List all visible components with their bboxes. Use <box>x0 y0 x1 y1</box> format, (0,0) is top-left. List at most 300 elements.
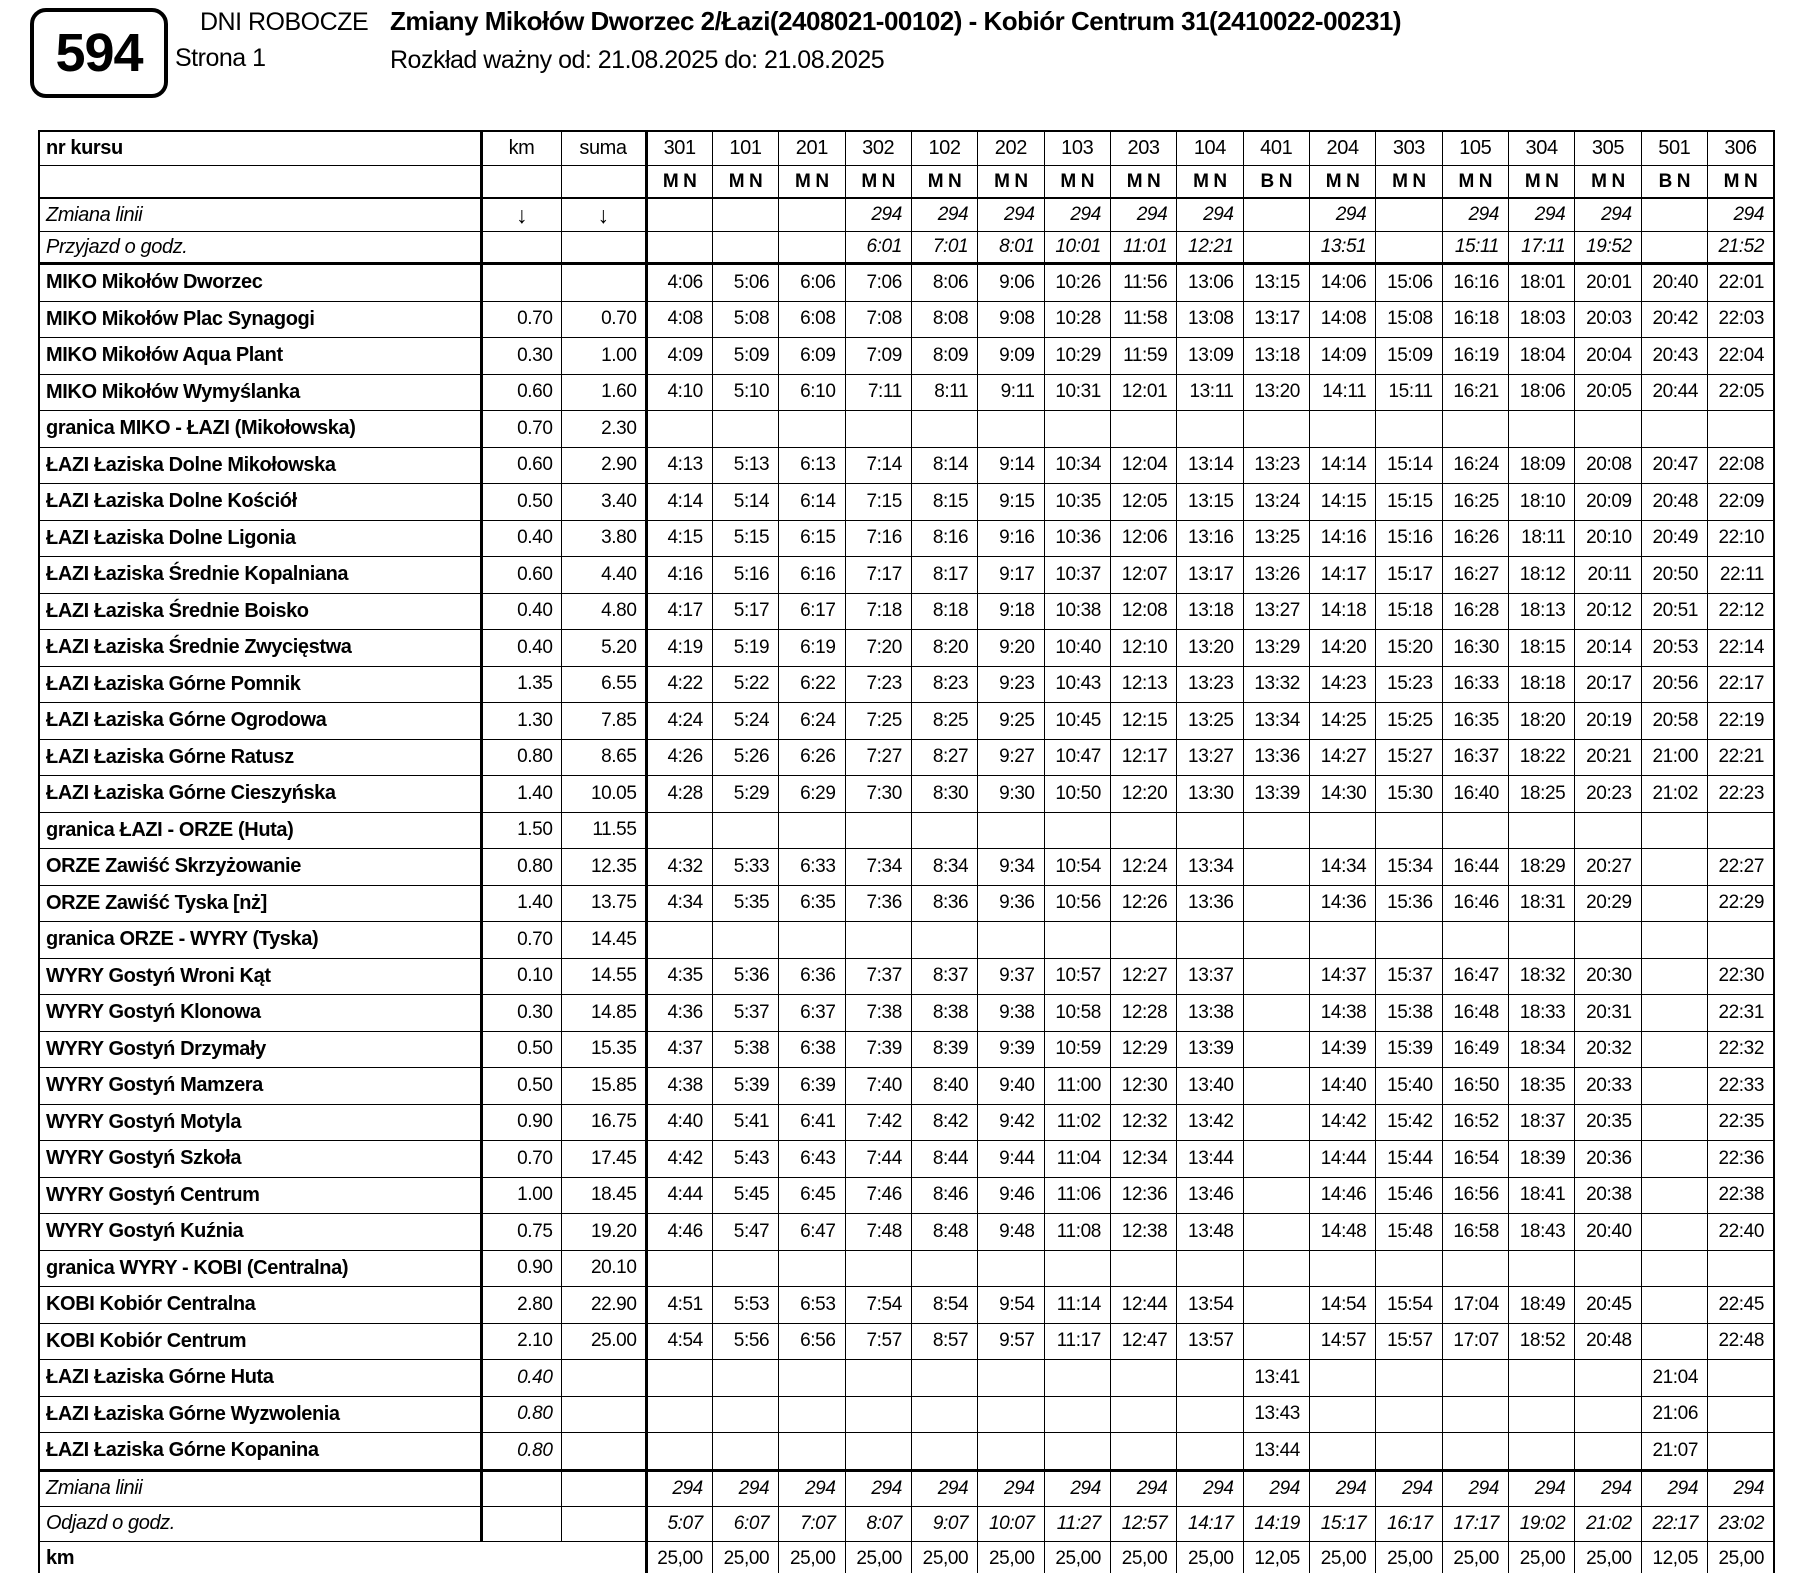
departure-time-cell: 14:16 <box>1309 520 1375 557</box>
departure-time-cell: 15:23 <box>1376 666 1442 703</box>
departure-time-cell: 22:10 <box>1708 520 1775 557</box>
departure-time-cell: 6:39 <box>779 1068 845 1105</box>
course-number-header: 201 <box>779 131 845 166</box>
departure-time-cell: 18:35 <box>1508 1068 1574 1105</box>
departure-time-cell: 22:17 <box>1708 666 1775 703</box>
departure-time-cell: 20:56 <box>1641 666 1707 703</box>
departure-time-cell: 15:17 <box>1376 557 1442 594</box>
course-type-cell: M N <box>1110 166 1176 199</box>
footer-zmiana-label: Zmiana linii <box>39 1470 481 1506</box>
departure-time-cell <box>712 1396 778 1433</box>
stop-suma-cell: 2.90 <box>561 447 646 484</box>
departure-time-cell: 16:19 <box>1442 338 1508 375</box>
departure-time-cell: 14:36 <box>1309 885 1375 922</box>
stop-suma-cell: 3.80 <box>561 520 646 557</box>
footer-zmiana-value: 294 <box>911 1470 977 1506</box>
departure-time-cell: 7:18 <box>845 593 911 630</box>
stop-suma-cell: 22.90 <box>561 1287 646 1324</box>
stop-name: WYRY Gostyń Motyla <box>39 1104 481 1141</box>
departure-time-cell: 6:37 <box>779 995 845 1032</box>
departure-time-cell: 7:30 <box>845 776 911 813</box>
course-type-cell: M N <box>1376 166 1442 199</box>
departure-time-cell: 5:56 <box>712 1323 778 1360</box>
departure-time-cell: 20:23 <box>1575 776 1641 813</box>
footer-km-value: 12,05 <box>1641 1541 1707 1573</box>
departure-time-cell: 12:32 <box>1110 1104 1176 1141</box>
departure-time-cell <box>845 1396 911 1433</box>
departure-time-cell: 12:20 <box>1110 776 1176 813</box>
departure-time-cell: 8:57 <box>911 1323 977 1360</box>
departure-time-cell: 4:06 <box>646 264 712 302</box>
stop-suma-cell: 16.75 <box>561 1104 646 1141</box>
departure-time-cell <box>845 1360 911 1397</box>
stop-suma-cell: 8.65 <box>561 739 646 776</box>
departure-time-cell <box>1243 812 1309 849</box>
stop-row <box>39 557 1774 594</box>
departure-time-cell: 21:07 <box>1641 1433 1707 1471</box>
stop-suma-cell: 15.35 <box>561 1031 646 1068</box>
departure-time-cell <box>779 1360 845 1397</box>
departure-time-cell: 14:08 <box>1309 301 1375 338</box>
course-type-cell: B N <box>1243 166 1309 199</box>
stop-suma-cell: 14.85 <box>561 995 646 1032</box>
departure-time-cell: 4:10 <box>646 374 712 411</box>
przyjazd-time-cell: 13:51 <box>1309 232 1375 264</box>
departure-time-cell <box>1442 1360 1508 1397</box>
departure-time-cell <box>1243 1323 1309 1360</box>
departure-time-cell: 9:17 <box>978 557 1044 594</box>
departure-time-cell: 10:58 <box>1044 995 1110 1032</box>
departure-time-cell <box>1177 1433 1243 1471</box>
departure-time-cell: 14:54 <box>1309 1287 1375 1324</box>
course-type-cell: M N <box>1309 166 1375 199</box>
stop-km-cell: 1.35 <box>481 666 561 703</box>
departure-time-cell: 4:37 <box>646 1031 712 1068</box>
departure-time-cell: 18:12 <box>1508 557 1574 594</box>
przyjazd-time-cell <box>1376 232 1442 264</box>
departure-time-cell <box>1044 1360 1110 1397</box>
departure-time-cell: 9:23 <box>978 666 1044 703</box>
course-type-cell: M N <box>1708 166 1775 199</box>
departure-time-cell: 15:06 <box>1376 264 1442 302</box>
departure-time-cell: 22:08 <box>1708 447 1775 484</box>
stop-km-cell: 0.40 <box>481 630 561 667</box>
departure-time-cell: 15:36 <box>1376 885 1442 922</box>
departure-time-cell: 15:09 <box>1376 338 1442 375</box>
departure-time-cell <box>911 1433 977 1471</box>
departure-time-cell: 8:16 <box>911 520 977 557</box>
course-number-header: 301 <box>646 131 712 166</box>
departure-time-cell: 8:44 <box>911 1141 977 1178</box>
przyjazd-time-cell <box>1641 232 1707 264</box>
departure-time-cell: 18:01 <box>1508 264 1574 302</box>
departure-time-cell: 15:39 <box>1376 1031 1442 1068</box>
zmiana-linii-value: 294 <box>1309 198 1375 232</box>
stop-name: ŁAZI Łaziska Górne Kopanina <box>39 1433 481 1471</box>
departure-time-cell: 4:54 <box>646 1323 712 1360</box>
departure-time-cell <box>1110 1396 1176 1433</box>
departure-time-cell: 6:13 <box>779 447 845 484</box>
departure-time-cell: 13:48 <box>1177 1214 1243 1251</box>
stop-suma-cell: 18.45 <box>561 1177 646 1214</box>
departure-time-cell: 13:23 <box>1177 666 1243 703</box>
departure-time-cell <box>1641 812 1707 849</box>
departure-time-cell: 16:21 <box>1442 374 1508 411</box>
stop-suma-cell: 20.10 <box>561 1250 646 1287</box>
departure-time-cell <box>845 1250 911 1287</box>
zmiana-linii-value: 294 <box>1177 198 1243 232</box>
departure-time-cell: 7:54 <box>845 1287 911 1324</box>
departure-time-cell <box>1243 885 1309 922</box>
departure-time-cell: 12:04 <box>1110 447 1176 484</box>
departure-time-cell: 8:42 <box>911 1104 977 1141</box>
przyjazd-time-cell <box>712 232 778 264</box>
stop-suma-cell: 4.80 <box>561 593 646 630</box>
departure-time-cell <box>978 411 1044 448</box>
stop-suma-cell: 0.70 <box>561 301 646 338</box>
departure-time-cell: 14:18 <box>1309 593 1375 630</box>
departure-time-cell: 18:39 <box>1508 1141 1574 1178</box>
departure-time-cell: 15:27 <box>1376 739 1442 776</box>
departure-time-cell <box>1442 922 1508 959</box>
timetable-container <box>38 130 1775 1573</box>
odjazd-time-cell: 21:02 <box>1575 1506 1641 1541</box>
departure-time-cell: 6:43 <box>779 1141 845 1178</box>
departure-time-cell: 12:28 <box>1110 995 1176 1032</box>
departure-time-cell: 7:27 <box>845 739 911 776</box>
stop-row <box>39 1323 1774 1360</box>
stop-km-cell: 0.70 <box>481 922 561 959</box>
departure-time-cell: 14:15 <box>1309 484 1375 521</box>
departure-time-cell <box>911 922 977 959</box>
departure-time-cell <box>1641 922 1707 959</box>
km-empty-cell <box>481 1506 561 1541</box>
przyjazd-time-cell: 10:01 <box>1044 232 1110 264</box>
footer-zmiana-value: 294 <box>1243 1470 1309 1506</box>
stop-row <box>39 264 1774 302</box>
departure-time-cell: 15:46 <box>1376 1177 1442 1214</box>
departure-time-cell: 22:48 <box>1708 1323 1775 1360</box>
przyjazd-time-cell: 11:01 <box>1110 232 1176 264</box>
przyjazd-time-cell <box>779 232 845 264</box>
departure-time-cell: 8:20 <box>911 630 977 667</box>
departure-time-cell: 22:01 <box>1708 264 1775 302</box>
footer-zmiana-value: 294 <box>1376 1470 1442 1506</box>
departure-time-cell: 14:39 <box>1309 1031 1375 1068</box>
stop-name: ORZE Zawiść Tyska [nż] <box>39 885 481 922</box>
footer-zmiana-value: 294 <box>1508 1470 1574 1506</box>
footer-km-value: 12,05 <box>1243 1541 1309 1573</box>
departure-time-cell: 5:14 <box>712 484 778 521</box>
departure-time-cell: 5:26 <box>712 739 778 776</box>
footer-km-value: 25,00 <box>978 1541 1044 1573</box>
course-type-cell: M N <box>1508 166 1574 199</box>
odjazd-time-cell: 11:27 <box>1044 1506 1110 1541</box>
departure-time-cell: 12:01 <box>1110 374 1176 411</box>
stop-suma-cell: 15.85 <box>561 1068 646 1105</box>
stop-km-cell: 1.40 <box>481 776 561 813</box>
departure-time-cell <box>1575 1250 1641 1287</box>
departure-time-cell <box>779 1433 845 1471</box>
departure-time-cell <box>1309 1396 1375 1433</box>
departure-time-cell: 6:10 <box>779 374 845 411</box>
departure-time-cell: 18:25 <box>1508 776 1574 813</box>
departure-time-cell <box>1641 1068 1707 1105</box>
departure-time-cell: 16:58 <box>1442 1214 1508 1251</box>
departure-time-cell: 20:10 <box>1575 520 1641 557</box>
departure-time-cell: 10:47 <box>1044 739 1110 776</box>
departure-time-cell: 13:30 <box>1177 776 1243 813</box>
departure-time-cell <box>1641 1250 1707 1287</box>
departure-time-cell <box>646 1433 712 1471</box>
stop-km-cell: 1.00 <box>481 1177 561 1214</box>
departure-time-cell: 7:08 <box>845 301 911 338</box>
down-arrow-icon: ↓ <box>561 198 646 232</box>
stop-row <box>39 885 1774 922</box>
stop-row <box>39 812 1774 849</box>
departure-time-cell: 9:40 <box>978 1068 1044 1105</box>
stop-suma-cell: 1.60 <box>561 374 646 411</box>
przyjazd-time-cell: 19:52 <box>1575 232 1641 264</box>
departure-time-cell: 6:45 <box>779 1177 845 1214</box>
service-days-label: DNI ROBOCZE <box>200 8 369 36</box>
departure-time-cell <box>1177 812 1243 849</box>
departure-time-cell: 18:41 <box>1508 1177 1574 1214</box>
stop-km-cell: 0.40 <box>481 1360 561 1397</box>
departure-time-cell: 12:26 <box>1110 885 1176 922</box>
course-number-header: 203 <box>1110 131 1176 166</box>
departure-time-cell: 15:15 <box>1376 484 1442 521</box>
footer-km-value: 25,00 <box>1575 1541 1641 1573</box>
departure-time-cell: 20:29 <box>1575 885 1641 922</box>
departure-time-cell: 20:47 <box>1641 447 1707 484</box>
footer-zmiana-value: 294 <box>1575 1470 1641 1506</box>
course-number-header: 303 <box>1376 131 1442 166</box>
stop-name: ŁAZI Łaziska Górne Huta <box>39 1360 481 1397</box>
departure-time-cell: 12:44 <box>1110 1287 1176 1324</box>
footer-zmiana-value: 294 <box>1708 1470 1775 1506</box>
course-number-header: 202 <box>978 131 1044 166</box>
stop-row <box>39 1214 1774 1251</box>
departure-time-cell: 18:37 <box>1508 1104 1574 1141</box>
departure-time-cell: 9:09 <box>978 338 1044 375</box>
departure-time-cell: 15:16 <box>1376 520 1442 557</box>
departure-time-cell: 9:37 <box>978 958 1044 995</box>
departure-time-cell: 22:12 <box>1708 593 1775 630</box>
departure-time-cell <box>1575 411 1641 448</box>
departure-time-cell: 18:52 <box>1508 1323 1574 1360</box>
departure-time-cell <box>1708 1250 1775 1287</box>
departure-time-cell: 20:09 <box>1575 484 1641 521</box>
departure-time-cell <box>646 411 712 448</box>
departure-time-cell: 14:09 <box>1309 338 1375 375</box>
departure-time-cell: 6:08 <box>779 301 845 338</box>
departure-time-cell: 13:34 <box>1243 703 1309 740</box>
departure-time-cell: 4:26 <box>646 739 712 776</box>
departure-time-cell: 20:04 <box>1575 338 1641 375</box>
stop-suma-cell: 12.35 <box>561 849 646 886</box>
odjazd-time-cell: 23:02 <box>1708 1506 1775 1541</box>
departure-time-cell: 8:37 <box>911 958 977 995</box>
departure-time-cell <box>1243 922 1309 959</box>
stop-row <box>39 301 1774 338</box>
przyjazd-time-cell: 7:01 <box>911 232 977 264</box>
departure-time-cell: 5:19 <box>712 630 778 667</box>
departure-time-cell: 8:34 <box>911 849 977 886</box>
stop-km-cell: 0.70 <box>481 1141 561 1178</box>
departure-time-cell <box>1376 922 1442 959</box>
stop-km-cell: 2.10 <box>481 1323 561 1360</box>
departure-time-cell: 20:44 <box>1641 374 1707 411</box>
stop-row <box>39 411 1774 448</box>
departure-time-cell <box>1243 1214 1309 1251</box>
suma-empty-cell <box>561 1506 646 1541</box>
departure-time-cell <box>1110 922 1176 959</box>
departure-time-cell: 22:11 <box>1708 557 1775 594</box>
departure-time-cell <box>1309 812 1375 849</box>
odjazd-time-cell: 16:17 <box>1376 1506 1442 1541</box>
departure-time-cell <box>1641 1323 1707 1360</box>
departure-time-cell: 8:23 <box>911 666 977 703</box>
stop-name: MIKO Mikołów Plac Synagogi <box>39 301 481 338</box>
departure-time-cell: 4:36 <box>646 995 712 1032</box>
course-type-cell: M N <box>1575 166 1641 199</box>
departure-time-cell: 9:48 <box>978 1214 1044 1251</box>
departure-time-cell <box>845 1433 911 1471</box>
departure-time-cell: 7:17 <box>845 557 911 594</box>
departure-time-cell <box>911 1250 977 1287</box>
departure-time-cell: 18:31 <box>1508 885 1574 922</box>
stop-row <box>39 703 1774 740</box>
stop-name: KOBI Kobiór Centrum <box>39 1323 481 1360</box>
departure-time-cell <box>1044 812 1110 849</box>
stop-name: MIKO Mikołów Wymyślanka <box>39 374 481 411</box>
odjazd-time-cell: 17:17 <box>1442 1506 1508 1541</box>
departure-time-cell: 22:33 <box>1708 1068 1775 1105</box>
departure-time-cell: 21:04 <box>1641 1360 1707 1397</box>
stop-km-cell: 0.80 <box>481 1396 561 1433</box>
stop-km-cell: 0.50 <box>481 1068 561 1105</box>
departure-time-cell <box>1442 411 1508 448</box>
footer-zmiana-value: 294 <box>1309 1470 1375 1506</box>
departure-time-cell <box>1243 1031 1309 1068</box>
departure-time-cell: 10:29 <box>1044 338 1110 375</box>
departure-time-cell: 4:15 <box>646 520 712 557</box>
departure-time-cell: 22:03 <box>1708 301 1775 338</box>
course-number-header: 401 <box>1243 131 1309 166</box>
departure-time-cell <box>1641 1104 1707 1141</box>
stop-name: MIKO Mikołów Aqua Plant <box>39 338 481 375</box>
departure-time-cell: 15:25 <box>1376 703 1442 740</box>
departure-time-cell: 22:14 <box>1708 630 1775 667</box>
departure-time-cell: 4:16 <box>646 557 712 594</box>
stop-km-cell: 0.40 <box>481 593 561 630</box>
stop-name: ŁAZI Łaziska Średnie Boisko <box>39 593 481 630</box>
course-number-header: 306 <box>1708 131 1775 166</box>
departure-time-cell <box>1309 1360 1375 1397</box>
departure-time-cell: 20:27 <box>1575 849 1641 886</box>
departure-time-cell: 7:06 <box>845 264 911 302</box>
stop-name: granica MIKO - ŁAZI (Mikołowska) <box>39 411 481 448</box>
departure-time-cell: 10:56 <box>1044 885 1110 922</box>
stop-row <box>39 338 1774 375</box>
departure-time-cell: 13:44 <box>1177 1141 1243 1178</box>
departure-time-cell: 5:13 <box>712 447 778 484</box>
zmiana-linii-value: 294 <box>978 198 1044 232</box>
departure-time-cell: 15:14 <box>1376 447 1442 484</box>
footer-km-value: 25,00 <box>779 1541 845 1573</box>
departure-time-cell: 18:15 <box>1508 630 1574 667</box>
departure-time-cell: 20:40 <box>1641 264 1707 302</box>
stop-km-cell: 0.90 <box>481 1250 561 1287</box>
departure-time-cell <box>1442 1433 1508 1471</box>
departure-time-cell: 13:41 <box>1243 1360 1309 1397</box>
departure-time-cell: 10:40 <box>1044 630 1110 667</box>
departure-time-cell: 20:01 <box>1575 264 1641 302</box>
departure-time-cell: 9:36 <box>978 885 1044 922</box>
departure-time-cell: 13:39 <box>1243 776 1309 813</box>
departure-time-cell <box>1708 922 1775 959</box>
departure-time-cell: 22:31 <box>1708 995 1775 1032</box>
departure-time-cell: 6:14 <box>779 484 845 521</box>
departure-time-cell: 18:20 <box>1508 703 1574 740</box>
departure-time-cell <box>1641 958 1707 995</box>
departure-time-cell: 12:36 <box>1110 1177 1176 1214</box>
corner-empty-cell <box>39 166 481 199</box>
departure-time-cell: 15:40 <box>1376 1068 1442 1105</box>
departure-time-cell: 8:38 <box>911 995 977 1032</box>
departure-time-cell: 5:22 <box>712 666 778 703</box>
departure-time-cell <box>911 1360 977 1397</box>
departure-time-cell <box>1508 922 1574 959</box>
departure-time-cell: 16:50 <box>1442 1068 1508 1105</box>
suma-column-header: suma <box>561 131 646 166</box>
departure-time-cell: 7:14 <box>845 447 911 484</box>
footer-zmiana-value: 294 <box>1177 1470 1243 1506</box>
departure-time-cell: 9:39 <box>978 1031 1044 1068</box>
departure-time-cell: 13:20 <box>1177 630 1243 667</box>
departure-time-cell: 13:43 <box>1243 1396 1309 1433</box>
zmiana-linii-value: 294 <box>1442 198 1508 232</box>
departure-time-cell: 8:18 <box>911 593 977 630</box>
departure-time-cell: 10:28 <box>1044 301 1110 338</box>
stop-name: ŁAZI Łaziska Górne Ratusz <box>39 739 481 776</box>
departure-time-cell: 13:44 <box>1243 1433 1309 1471</box>
departure-time-cell: 20:43 <box>1641 338 1707 375</box>
departure-time-cell <box>978 812 1044 849</box>
km-empty-cell <box>481 232 561 264</box>
departure-time-cell: 13:46 <box>1177 1177 1243 1214</box>
stop-suma-cell: 3.40 <box>561 484 646 521</box>
footer-km-value: 25,00 <box>1508 1541 1574 1573</box>
departure-time-cell: 20:58 <box>1641 703 1707 740</box>
departure-time-cell: 18:04 <box>1508 338 1574 375</box>
departure-time-cell: 16:27 <box>1442 557 1508 594</box>
departure-time-cell <box>712 411 778 448</box>
departure-time-cell <box>1641 1287 1707 1324</box>
departure-time-cell: 16:49 <box>1442 1031 1508 1068</box>
stop-km-cell: 0.80 <box>481 849 561 886</box>
departure-time-cell: 11:02 <box>1044 1104 1110 1141</box>
departure-time-cell: 15:38 <box>1376 995 1442 1032</box>
departure-time-cell <box>1442 812 1508 849</box>
stop-row <box>39 1287 1774 1324</box>
departure-time-cell: 14:46 <box>1309 1177 1375 1214</box>
zmiana-linii-value <box>1641 198 1707 232</box>
departure-time-cell: 9:46 <box>978 1177 1044 1214</box>
departure-time-cell: 10:35 <box>1044 484 1110 521</box>
stop-name: granica ŁAZI - ORZE (Huta) <box>39 812 481 849</box>
